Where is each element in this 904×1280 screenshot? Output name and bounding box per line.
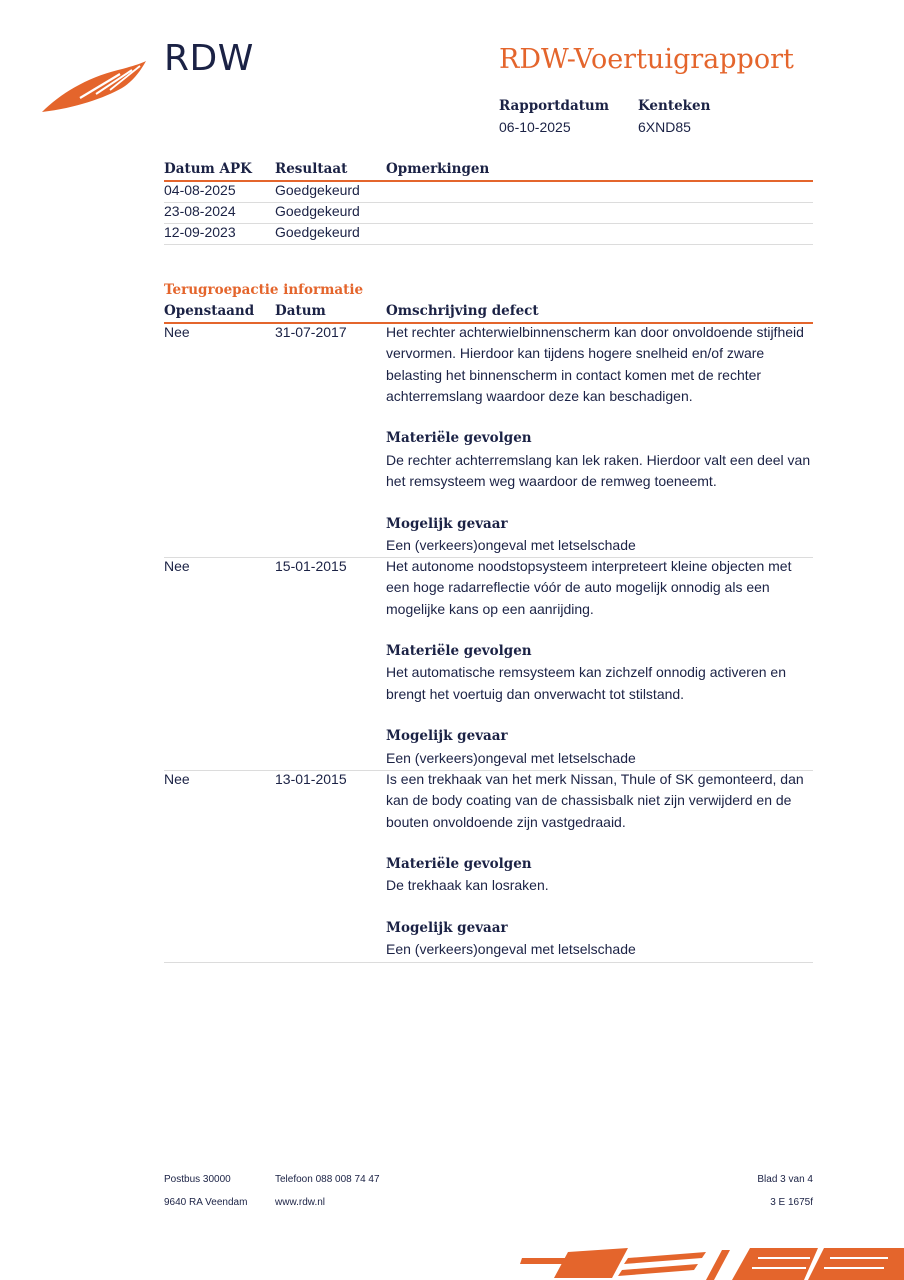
apk-header-rule bbox=[164, 180, 813, 182]
recall-row-open: Nee bbox=[164, 771, 190, 787]
footer-phone: Telefoon 088 008 74 47 bbox=[275, 1174, 380, 1185]
rdw-logo-feather-icon bbox=[40, 58, 150, 116]
apk-col-result: Resultaat bbox=[275, 161, 348, 177]
consequences-label: Materiële gevolgen bbox=[386, 856, 532, 873]
recall-row-description bbox=[386, 556, 811, 769]
consequences-label: Materiële gevolgen bbox=[386, 643, 532, 660]
danger-text: Een (verkeers)ongeval met letselschade bbox=[386, 536, 636, 553]
recall-row-open: Nee bbox=[164, 324, 190, 340]
defect-text: Het rechter achterwielbinnenscherm kan door onvoldoende stijfheid vervormen. Hierdoor kan tijdens hogere snelheid en/of zware belasting het binnenscherm in contact komen met de rechter achterremslang waardoor deze kan beschadigen. bbox=[386, 324, 804, 404]
apk-row-date: 04-08-2025 bbox=[164, 182, 236, 198]
rdw-stripes-icon bbox=[518, 1244, 904, 1280]
plate-number: 6XND85 bbox=[638, 119, 691, 135]
report-date: 06-10-2025 bbox=[499, 119, 571, 135]
recall-col-defect: Omschrijving defect bbox=[386, 303, 539, 319]
danger-label: Mogelijk gevaar bbox=[386, 728, 508, 745]
recall-col-date: Datum bbox=[275, 303, 326, 319]
row-divider bbox=[164, 244, 813, 245]
plate-label: Kenteken bbox=[638, 98, 711, 114]
recall-row-description bbox=[386, 769, 811, 961]
consequences-text: De rechter achterremslang kan lek raken. Hierdoor valt een deel van het remsysteem weg waardoor de remweg toeneemt. bbox=[386, 451, 811, 490]
apk-row-result: Goedgekeurd bbox=[275, 224, 360, 240]
apk-row-date: 12-09-2023 bbox=[164, 224, 236, 240]
report-title: RDW-Voertuigrapport bbox=[499, 44, 794, 75]
consequences-text: Het automatische remsysteem kan zichzelf onnodig activeren en brengt het voertuig dan onverwacht tot stilstand. bbox=[386, 664, 786, 702]
apk-col-date: Datum APK bbox=[164, 161, 252, 177]
footer-website[interactable]: www.rdw.nl bbox=[275, 1197, 326, 1208]
footer-city: 9640 RA Veendam bbox=[164, 1197, 248, 1208]
apk-row-result: Goedgekeurd bbox=[275, 182, 360, 198]
recall-row-date: 15-01-2015 bbox=[275, 558, 347, 574]
danger-label: Mogelijk gevaar bbox=[386, 515, 508, 532]
consequences-text: De trekhaak kan losraken. bbox=[386, 877, 549, 894]
defect-text: Het autonome noodstopsysteem interpreteert kleine objecten met een hoge radarreflectie vóór de auto mogelijk onnodig als een mogelijke kans op een aanrijding. bbox=[386, 558, 792, 617]
footer-po-box: Postbus 30000 bbox=[164, 1174, 231, 1185]
recall-table bbox=[164, 303, 813, 965]
consequences-label: Materiële gevolgen bbox=[386, 430, 532, 447]
recall-section-title: Terugroepactie informatie bbox=[164, 282, 364, 298]
danger-label: Mogelijk gevaar bbox=[386, 920, 508, 937]
row-divider bbox=[164, 962, 813, 963]
brand-name: RDW bbox=[164, 38, 254, 79]
apk-col-remarks: Opmerkingen bbox=[386, 161, 490, 177]
footer-page-number: Blad 3 van 4 bbox=[757, 1174, 813, 1185]
recall-row-open: Nee bbox=[164, 558, 190, 574]
report-date-label: Rapportdatum bbox=[499, 98, 610, 114]
recall-row-date: 13-01-2015 bbox=[275, 771, 347, 787]
recall-col-open: Openstaand bbox=[164, 303, 255, 319]
row-divider bbox=[164, 223, 813, 224]
apk-row-date: 23-08-2024 bbox=[164, 203, 236, 219]
recall-row-date: 31-07-2017 bbox=[275, 324, 347, 340]
defect-text: Is een trekhaak van het merk Nissan, Thule of SK gemonteerd, dan kan de body coating van de chassisbalk niet zijn verwijderd en de bouten onvoldoende zijn vastgedraaid. bbox=[386, 771, 804, 830]
danger-text: Een (verkeers)ongeval met letselschade bbox=[386, 941, 636, 958]
recall-row-description bbox=[386, 322, 811, 556]
danger-text: Een (verkeers)ongeval met letselschade bbox=[386, 749, 636, 766]
row-divider bbox=[164, 202, 813, 203]
footer-document-code: 3 E 1675f bbox=[770, 1197, 813, 1208]
apk-row-result: Goedgekeurd bbox=[275, 203, 360, 219]
apk-table bbox=[164, 161, 813, 247]
